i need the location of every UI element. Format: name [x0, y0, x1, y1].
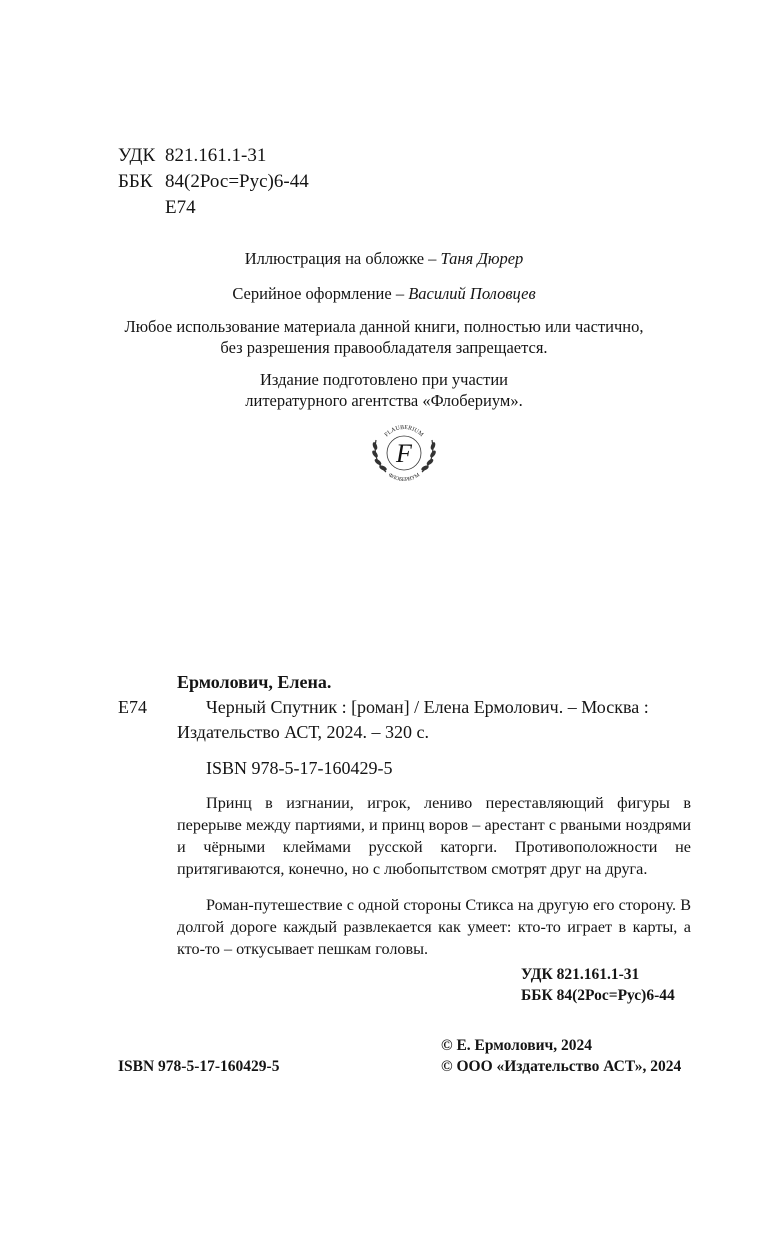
classification-udk: УДК 821.161.1-31	[521, 966, 640, 983]
catalog-title-line1: Черный Спутник : [роман] / Елена Ермолович. – Москва :	[206, 697, 649, 717]
copyright-notice-line2: без разрешения правообладателя запрещается.	[220, 338, 548, 357]
logo-arc-top: FLAUBERIUM	[383, 424, 425, 439]
catalog-author: Ермолович, Елена.	[177, 672, 332, 692]
catalog-title-line2: Издательство АСТ, 2024. – 320 с.	[177, 722, 430, 742]
illustration-credit	[0, 249, 768, 269]
illustration-name: Таня Дюрер	[440, 249, 524, 268]
logo-arc-bottom: ФЛОБЕРИУМ	[386, 472, 421, 484]
catalog-sign: Е74	[118, 697, 147, 717]
udk-label: УДК	[118, 145, 156, 166]
footer-isbn: ISBN 978-5-17-160429-5	[118, 1058, 280, 1075]
copyright-author: © Е. Ермолович, 2024	[441, 1037, 593, 1054]
annotation-paragraph-2: Роман-путешествие с одной стороны Стикса на другую его сторону. В долгой дороге каждый развлекается как умеет: кто-то играет в карты, а кто-то – откусывает пешкам головы.	[177, 896, 691, 958]
series-credit	[0, 284, 768, 304]
bbk-label: ББК	[118, 171, 153, 192]
agency-note-line2: литературного агентства «Флобериум».	[245, 391, 523, 410]
series-prefix: Серийное оформление –	[232, 284, 409, 303]
copyright-publisher: © ООО «Издательство АСТ», 2024	[441, 1058, 682, 1075]
agency-note-line1: Издание подготовлено при участии	[259, 370, 509, 389]
author-sign: Е74	[165, 197, 196, 218]
bbk-value: 84(2Рос=Рус)6-44	[165, 171, 309, 192]
illustration-prefix: Иллюстрация на обложке –	[244, 249, 441, 268]
catalog-isbn: ISBN 978-5-17-160429-5	[206, 758, 393, 778]
annotation-paragraph-1: Принц в изгнании, игрок, лениво переставляющий фигуры в перерыве между партиями, и принц воров – арестант с рваными ноздрями и чёрными клеймами русской каторги. Противоположности не притягиваются, конечно, но с любопытством смотрят друг на друга.	[177, 794, 691, 878]
copyright-notice-line1: Любое использование материала данной книги, полностью или частично,	[124, 317, 644, 336]
flauberium-logo	[364, 420, 444, 484]
classification-bbk: ББК 84(2Рос=Рус)6-44	[521, 987, 675, 1004]
logo-letter: F	[396, 439, 412, 468]
series-name: Василий Половцев	[408, 284, 536, 303]
udk-value: 821.161.1-31	[165, 145, 267, 166]
